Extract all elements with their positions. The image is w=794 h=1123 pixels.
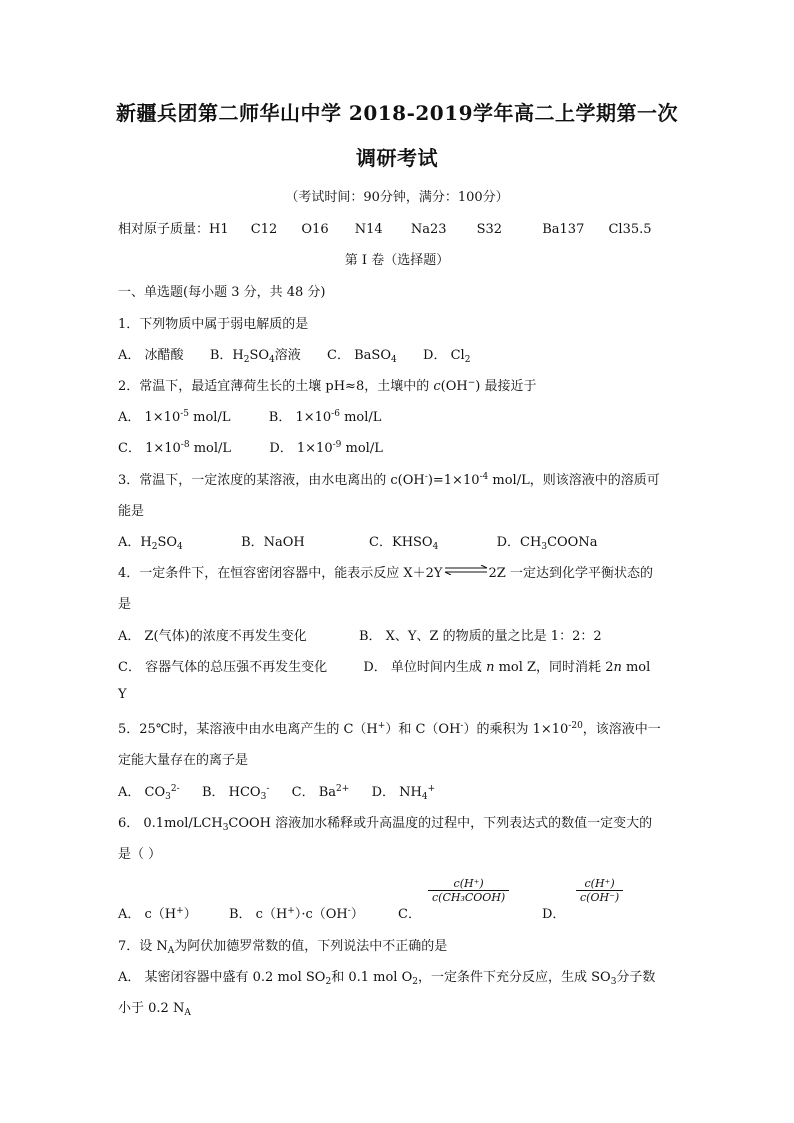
q1-option-c: C． BaSO$_4$ bbox=[327, 348, 397, 365]
q7-option-a: A． 某密闭容器中盛有 0.2 mol $SO_2$和 0.1 mol $O_2$，一定条件下充分反应，生成 $SO_3$分子数 bbox=[118, 970, 656, 987]
q2-options-cd bbox=[118, 437, 383, 456]
q4-option-a: A． Z(气体)的浓度不再发生变化 bbox=[118, 629, 307, 644]
q4-option-c: C． 容器气体的总压强不再发生变化 bbox=[118, 660, 328, 675]
q4-options-cd bbox=[118, 656, 650, 675]
q7-stem: 7．设 $N_A$为阿伏加德罗常数的值，下列说法中不正确的是 bbox=[118, 939, 448, 956]
q6-stem-cont: 是（ ） bbox=[118, 847, 162, 862]
q5-option-a: A． $CO_3^{2-}$ bbox=[118, 784, 180, 802]
mass-c: C12 bbox=[250, 222, 278, 237]
mass-n: N14 bbox=[354, 222, 383, 237]
mass-ba: Ba137 bbox=[542, 222, 585, 237]
mass-s: S32 bbox=[476, 222, 503, 237]
section-title: 一、单选题(每小题 3 分，共 48 分) bbox=[118, 285, 326, 300]
q6-option-c-fraction bbox=[428, 877, 509, 904]
q6-c-denominator: c(CH₃COOH) bbox=[432, 891, 506, 904]
q4-option-d: D． 单位时间内生成 n mol Z，同时消耗 2n mol bbox=[363, 660, 651, 675]
q1-options bbox=[118, 344, 470, 363]
q1-option-d: D． $Cl_2$ bbox=[423, 348, 471, 365]
mass-cl: Cl35.5 bbox=[608, 222, 652, 237]
q5-option-c: C． $Ba^{2+}$ bbox=[291, 784, 350, 800]
exam-title-line2: 调研考试 bbox=[356, 146, 438, 170]
q4-option-d-cont: Y bbox=[118, 687, 127, 702]
q6-option-d-fraction bbox=[576, 877, 623, 904]
q6-option-a: A． c（H+） bbox=[118, 906, 197, 922]
q5-option-b: B． $HCO_3^-$ bbox=[201, 784, 270, 802]
q3-stem: 3．常温下，一定浓度的某溶液，由水电离出的 $c(OH^-)=1\times 10^{-4}$ mol/L，则该溶液中的溶质可 bbox=[118, 472, 660, 488]
q3-option-b: B．NaOH bbox=[241, 535, 305, 550]
q4-options-ab bbox=[118, 625, 602, 644]
q5-stem: 5．25℃时，某溶液中由水电离产生的 C（H+）和 C（OH-）的乘积为 $1\times 10^{-20}$，该溶液中一 bbox=[118, 721, 661, 737]
q3-options bbox=[118, 531, 597, 550]
q3-option-a: A．$H_2SO_4$ bbox=[118, 535, 183, 552]
atomic-mass-line bbox=[118, 218, 652, 237]
q4-option-b: B． X、Y、Z 的物质的量之比是 1：2：2 bbox=[358, 629, 602, 644]
q2-option-c: C． $1\times 10^{-8}$ mol/L bbox=[118, 440, 232, 456]
q2-option-b: B． $1\times 10^{-6}$ mol/L bbox=[268, 409, 382, 425]
q6-options-ab bbox=[118, 903, 364, 922]
q6-c-numerator: c(H⁺) bbox=[428, 877, 509, 891]
exam-title-line1: 新疆兵团第二师华山中学 2018-2019学年高二上学期第一次 bbox=[115, 101, 679, 125]
q2-option-a: A． $1\times 10^{-5}$ mol/L bbox=[118, 409, 231, 425]
q4-stem: 4．一定条件下，在恒容密闭容器中，能表示反应 X＋2Y 2Z 一定达到化学平衡状态的 bbox=[118, 566, 653, 581]
exam-info: （考试时间：90分钟，满分：100分） bbox=[285, 190, 509, 205]
part-title: 第 I 卷（选择题） bbox=[344, 253, 450, 268]
equilibrium-arrow-icon bbox=[443, 564, 489, 579]
q1-option-b: B．$H_2SO_4$溶液 bbox=[209, 348, 301, 365]
mass-na: Na23 bbox=[410, 222, 447, 237]
q1-option-a: A． 冰醋酸 bbox=[118, 348, 184, 363]
q2-stem: 2．常温下，最适宜薄荷生长的土壤 pH≈8，土壤中的 c(OH−) 最接近于 bbox=[118, 378, 537, 394]
q6-option-c-label: C． bbox=[398, 907, 421, 922]
mass-o: O16 bbox=[301, 222, 329, 237]
q5-stem-cont: 定能大量存在的离子是 bbox=[118, 753, 249, 768]
q2-option-d: D． $1\times 10^{-9}$ mol/L bbox=[269, 440, 383, 456]
q6-option-d-label: D． bbox=[542, 907, 566, 922]
q7-option-a-cont: 小于 0.2 $N_A$ bbox=[118, 1001, 191, 1018]
q5-option-d: D． $NH_4^+$ bbox=[371, 784, 436, 802]
q3-stem-cont: 能是 bbox=[118, 504, 145, 519]
q5-options bbox=[118, 781, 435, 800]
q6-stem: 6． $0.1mol/LCH_3COOH$ 溶液加水稀释或升高温度的过程中，下列表达式的数值一定变大的 bbox=[118, 816, 653, 833]
q2-options-ab bbox=[118, 406, 381, 425]
mass-h: H1 bbox=[209, 222, 229, 237]
q3-option-d: D．$CH_3COONa$ bbox=[496, 535, 598, 552]
q6-d-numerator: c(H⁺) bbox=[576, 877, 623, 891]
q6-d-denominator: c(OH⁻) bbox=[580, 891, 620, 904]
q6-option-b: B． c（H+）·c（OH-） bbox=[228, 906, 364, 922]
q1-stem: 1．下列物质中属于弱电解质的是 bbox=[118, 317, 309, 332]
q4-stem-cont: 是 bbox=[118, 597, 132, 612]
q3-option-c: C．$KHSO_4$ bbox=[369, 535, 439, 552]
atomic-mass-label: 相对原子质量： bbox=[118, 222, 210, 237]
